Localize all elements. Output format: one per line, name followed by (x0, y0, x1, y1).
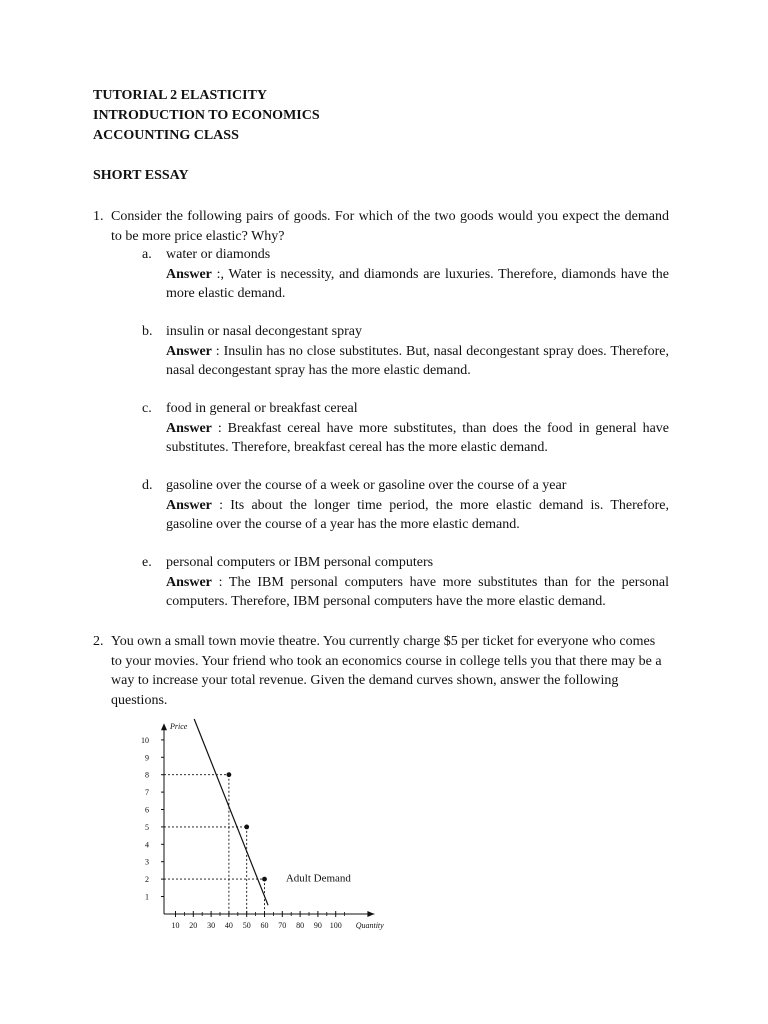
question-number: 1. (93, 209, 104, 224)
y-tick-label: 3 (145, 857, 149, 867)
x-axis-arrow-icon (367, 911, 374, 917)
question-number: 2. (93, 634, 104, 649)
y-tick-label: 10 (141, 735, 149, 745)
chart-axes (161, 723, 374, 917)
answer-label: Answer (166, 497, 212, 513)
answer-label: Answer (166, 266, 212, 282)
x-tick-label: 60 (260, 921, 269, 930)
section-heading: SHORT ESSAY (93, 168, 189, 183)
chart-guides (164, 775, 265, 914)
demand-point (262, 877, 267, 882)
adult-demand-label: Adult Demand (285, 872, 351, 885)
answer-label: Answer (166, 574, 212, 590)
x-tick-label: 80 (296, 921, 305, 930)
class-title: ACCOUNTING CLASS (93, 128, 239, 143)
item-question: insulin or nasal decongestant spray (166, 324, 362, 339)
x-tick-label: 100 (329, 921, 342, 930)
answer-label: Answer (166, 420, 212, 436)
y-tick-label: 4 (145, 840, 149, 850)
x-tick-label: 40 (224, 921, 233, 930)
chart-labels (141, 722, 384, 930)
demand-point (244, 825, 249, 830)
x-axis-label: Quantity (355, 921, 384, 930)
demand-point (227, 772, 232, 777)
question-text: Consider the following pairs of goods. For which of the two goods would you expect the demand to be more price elastic? Why? (111, 209, 669, 244)
y-tick-label: 9 (145, 753, 149, 763)
y-axis-label: Price (170, 722, 188, 732)
answer-label: Answer (166, 343, 212, 359)
y-tick-label: 2 (145, 875, 149, 885)
item-letter: d. (142, 478, 153, 493)
y-tick-label: 5 (145, 822, 149, 832)
item-letter: c. (142, 401, 152, 416)
answer-text: : The IBM personal computers have more substitutes than for the personal computers. Therefore, IBM personal computers have the more elastic demand. (166, 574, 669, 609)
course-title: INTRODUCTION TO ECONOMICS (93, 108, 320, 123)
answer-text: :, Water is necessity, and diamonds are luxuries. Therefore, diamonds have the more elastic demand. (166, 266, 670, 301)
x-tick-label: 30 (207, 921, 216, 930)
answer-text: : Its about the longer time period, the more elastic demand is. Therefore, gasoline over the course of a year has the more elastic demand. (166, 497, 669, 532)
chart-series (194, 719, 268, 905)
y-tick-label: 6 (145, 805, 149, 815)
x-tick-label: 20 (189, 921, 198, 930)
y-tick-label: 7 (145, 788, 149, 798)
tutorial-title: TUTORIAL 2 ELASTICITY (93, 88, 268, 103)
y-tick-label: 1 (145, 892, 149, 902)
item-letter: e. (142, 555, 152, 570)
item-question: personal computers or IBM personal computers (166, 555, 434, 570)
item-letter: b. (142, 324, 153, 339)
x-tick-label: 10 (171, 921, 180, 930)
item-letter: a. (142, 247, 152, 262)
answer-text: : Breakfast cereal have more substitutes, than does the food in general have substitutes. Therefore, breakfast cereal has the more elastic demand. (166, 420, 670, 455)
x-tick-label: 70 (278, 921, 287, 930)
item-question: water or diamonds (166, 247, 271, 262)
x-tick-label: 50 (242, 921, 251, 930)
answer-text: : Insulin has no close substitutes. But, nasal decongestant spray does. Therefore, nasal decongestant spray has the more elastic demand. (166, 343, 669, 378)
x-tick-label: 90 (313, 921, 322, 930)
item-question: gasoline over the course of a week or gasoline over the course of a year (166, 478, 567, 493)
demand-line (194, 719, 268, 905)
question-text: You own a small town movie theatre. You currently charge $5 per ticket for everyone who comes to your movies. Your friend who took an economics course in college tells you that there may be a way to increase your total revenue. Given the demand curves shown, answer the following questions. (111, 634, 662, 708)
y-tick-label: 8 (145, 770, 149, 780)
item-question: food in general or breakfast cereal (166, 401, 358, 416)
y-axis-arrow-icon (161, 723, 167, 730)
